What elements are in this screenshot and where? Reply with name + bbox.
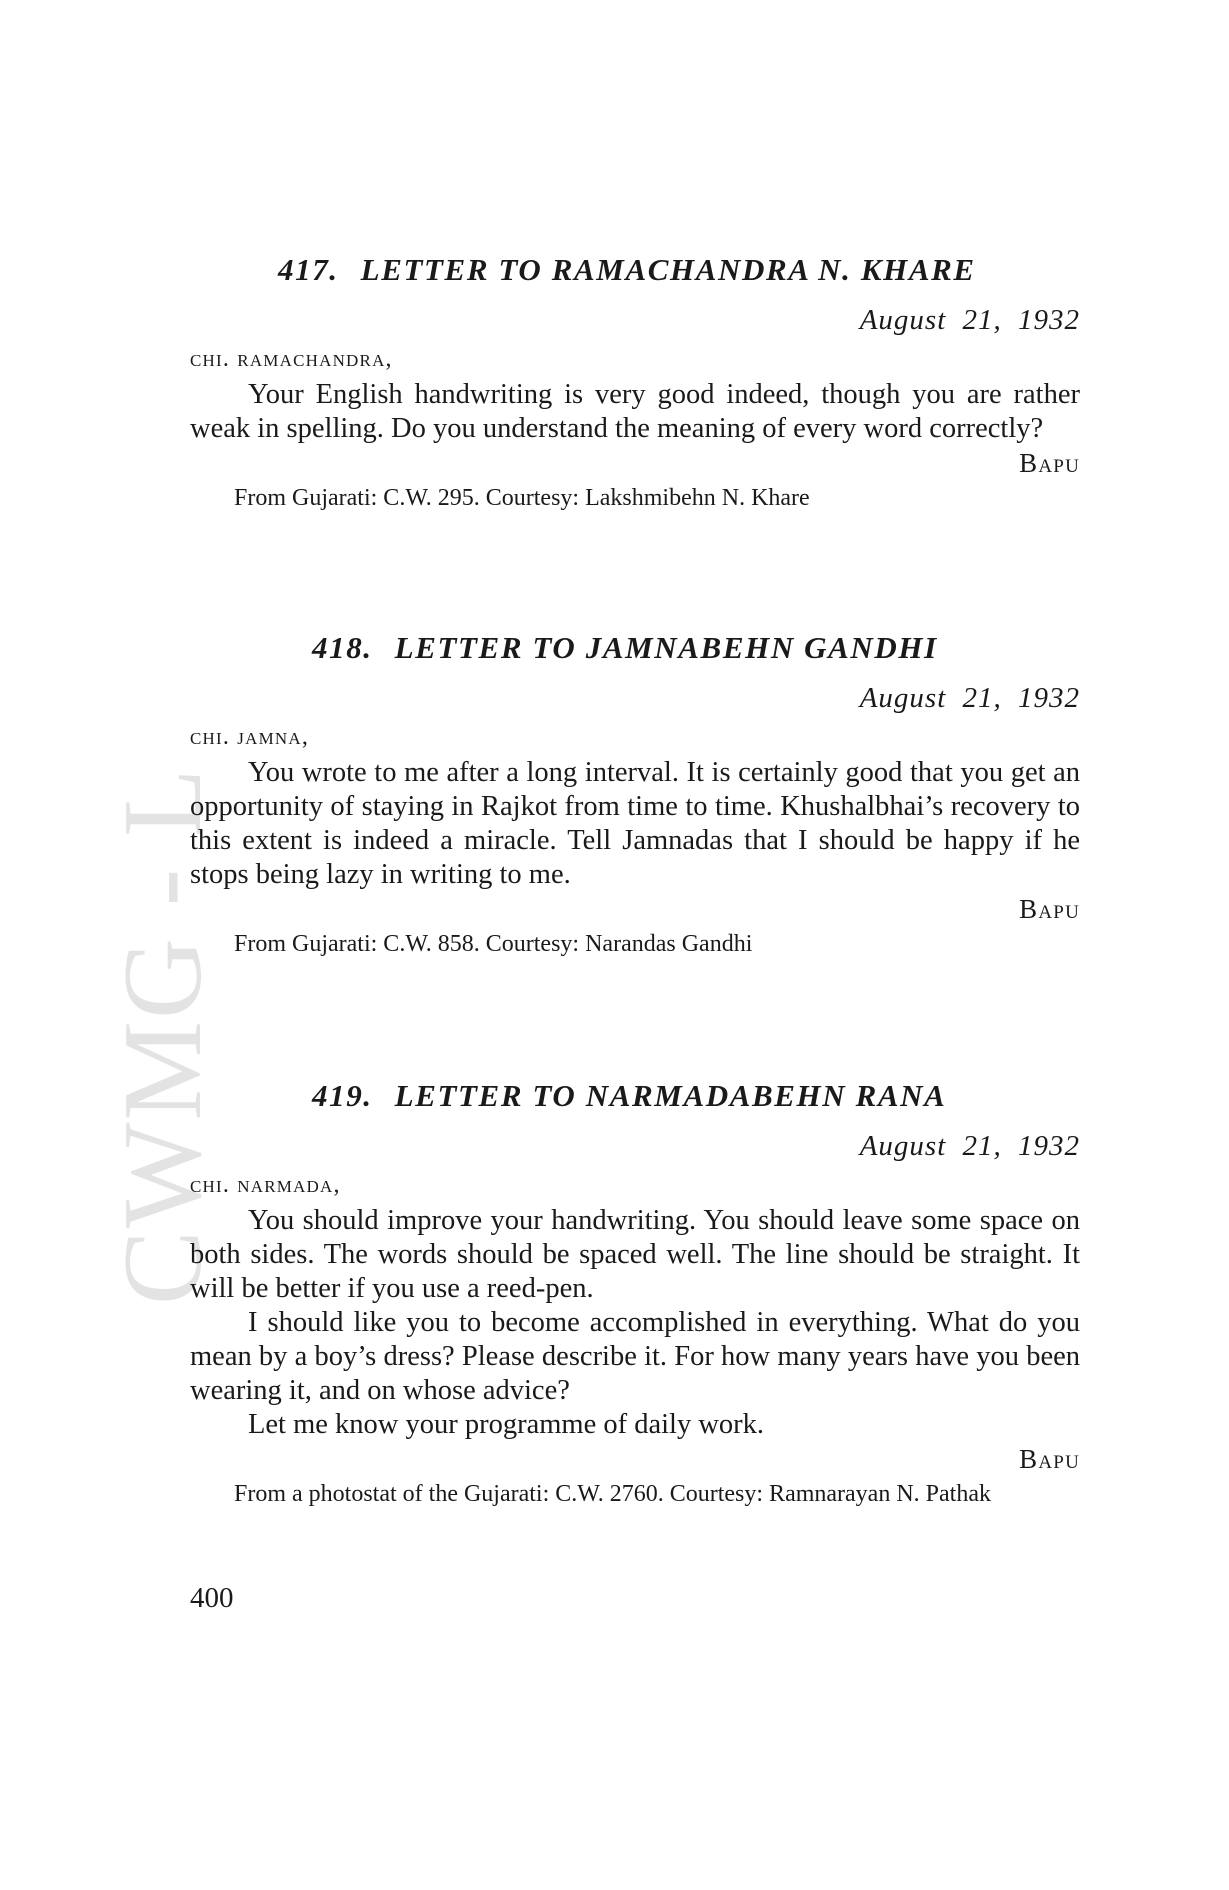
letter-417 <box>190 250 1080 515</box>
letter-body <box>190 756 1080 892</box>
paragraph: You wrote to me after a long interval. It is certainly good that you get an opportunity of staying in Rajkot from time to time. Khushalbhai’s recovery to this extent is indeed a miracle. Tell Jamnadas that I should be happy if he stops being lazy in writing to me. <box>190 757 1080 890</box>
signature: Bapu <box>1019 448 1080 478</box>
letter-number: 419. <box>312 1078 373 1113</box>
letter-date: August 21, 1932 <box>859 304 1080 336</box>
letter-title <box>190 250 1080 290</box>
salutation: chi. narmada, <box>190 1172 341 1198</box>
letter-body <box>190 1204 1080 1442</box>
signature: Bapu <box>1019 894 1080 924</box>
signature: Bapu <box>1019 1444 1080 1474</box>
salutation: chi. jamna, <box>190 724 310 750</box>
document-page <box>190 0 1080 1890</box>
salutation: chi. ramachandra, <box>190 346 393 372</box>
letter-title-text: LETTER TO NARMADABEHN RANA <box>394 1078 947 1113</box>
letter-title <box>190 1076 1080 1116</box>
page-number: 400 <box>190 1582 234 1614</box>
paragraph: Your English handwriting is very good indeed, though you are rather weak in spelling. Do you understand the meaning of every word correctly? <box>190 379 1080 444</box>
letter-number: 418. <box>312 630 373 665</box>
letter-419 <box>190 1076 1080 1511</box>
paragraph: I should like you to become accomplished in everything. What do you mean by a boy’s dress? Please describe it. For how many years have you been wearing it, and on whose advice? <box>190 1307 1080 1406</box>
letter-date: August 21, 1932 <box>859 682 1080 714</box>
letter-number: 417. <box>278 252 339 287</box>
letter-title-text: LETTER TO RAMACHANDRA N. KHARE <box>360 252 976 287</box>
paragraph: Let me know your programme of daily work. <box>248 1409 765 1440</box>
paragraph: You should improve your handwriting. You should leave some space on both sides. The words should be spaced well. The line should be straight. It will be better if you use a reed-pen. <box>190 1205 1080 1304</box>
letter-date: August 21, 1932 <box>859 1130 1080 1162</box>
watermark-text: CWMG - L <box>101 766 225 1305</box>
letter-title <box>190 628 1080 668</box>
letter-body <box>190 378 1080 446</box>
source-note: From Gujarati: C.W. 858. Courtesy: Narandas Gandhi <box>234 931 753 957</box>
letter-418 <box>190 628 1080 961</box>
letter-title-text: LETTER TO JAMNABEHN GANDHI <box>394 630 938 665</box>
source-note: From Gujarati: C.W. 295. Courtesy: Lakshmibehn N. Khare <box>234 485 810 511</box>
source-note: From a photostat of the Gujarati: C.W. 2760. Courtesy: Ramnarayan N. Pathak <box>234 1481 991 1507</box>
